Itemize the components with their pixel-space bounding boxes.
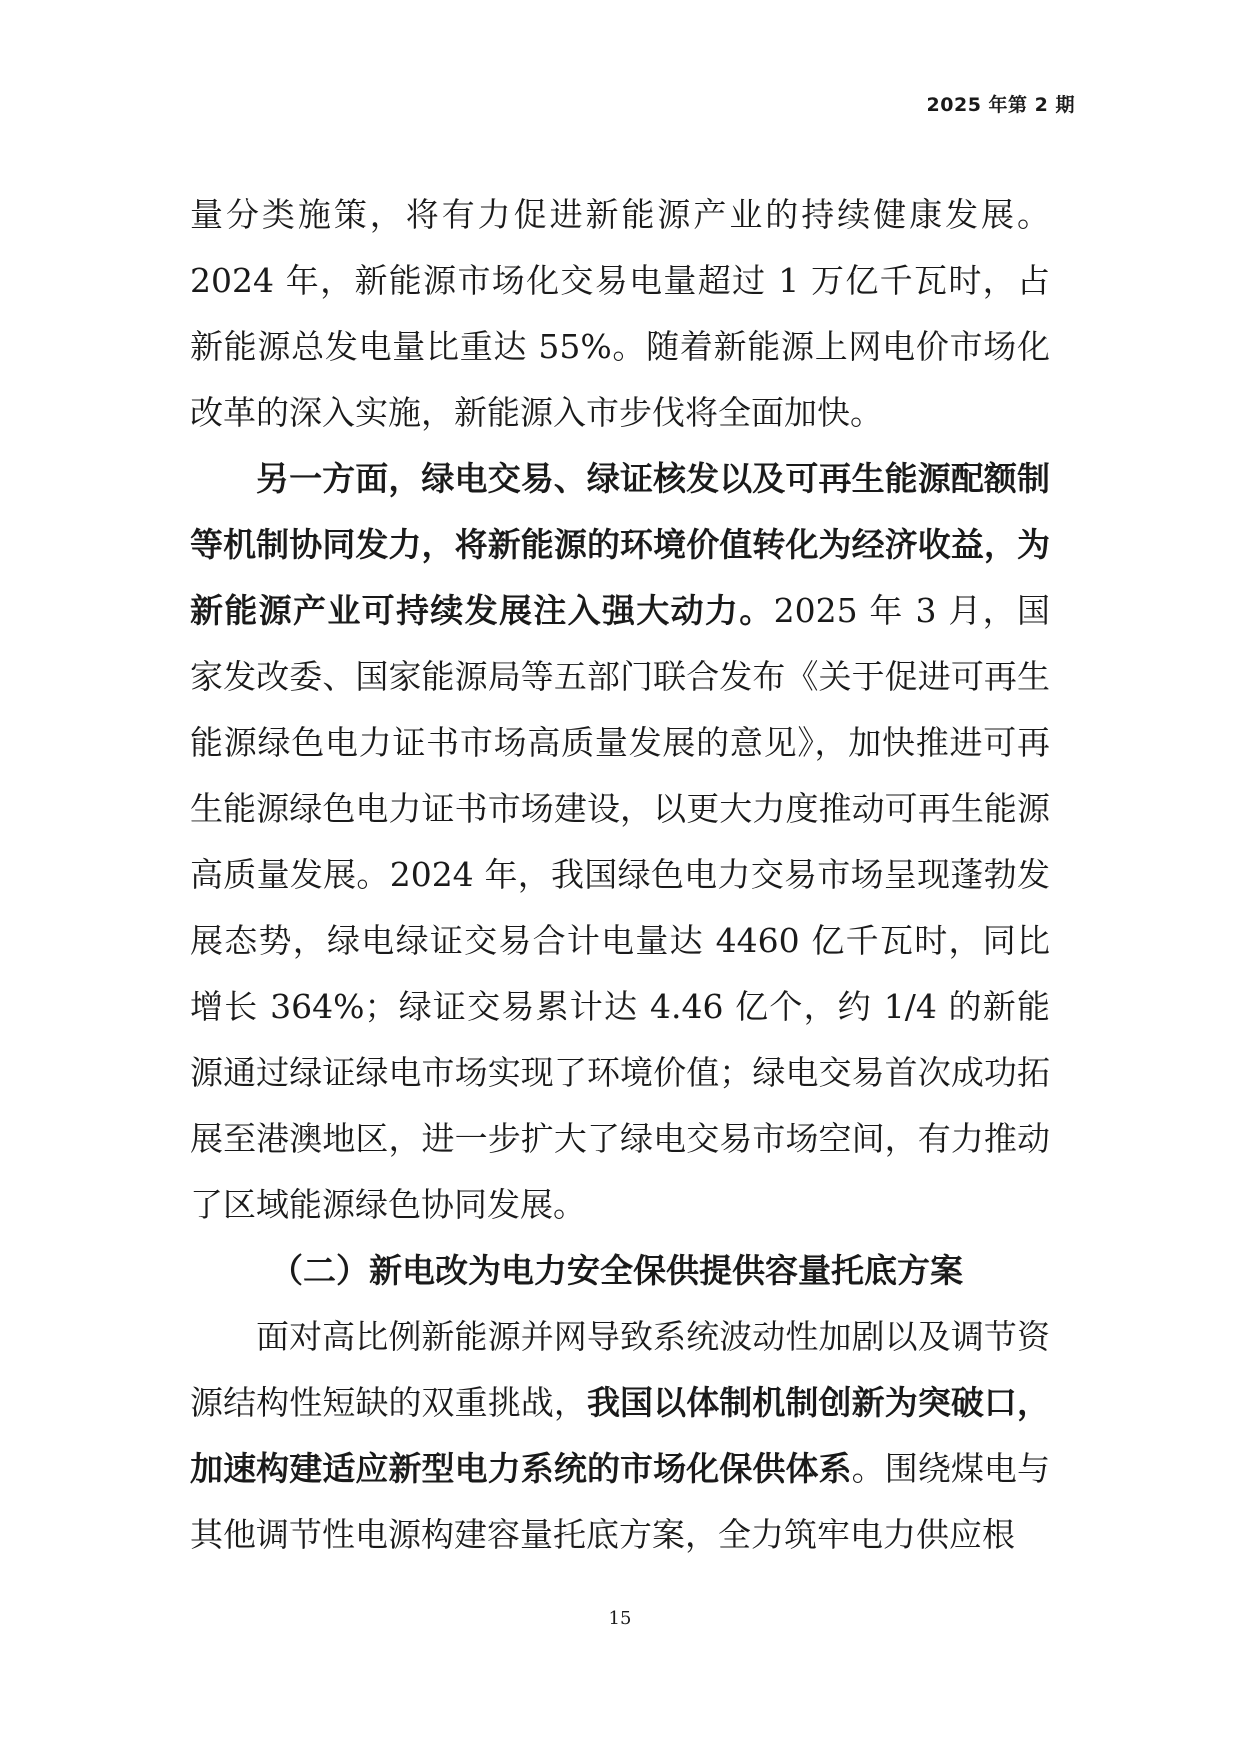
paragraph-green-power-emphasis: 另一方面，绿电交易、绿证核发以及可再生能源配额制等机制协同发力，将新能源的环境价值转化为经济收益，为新能源产业可持续发展注入强大动力。	[190, 459, 1050, 630]
paragraph-capacity-text-b: 。围绕煤电与其他调节性电源构建容量托底方案，全力筑牢电力供应根	[190, 1449, 1051, 1554]
paragraph-capacity-emphasis: 我国以体制机制创新为突破口，加速构建适应新型电力系统的市场化保供体系	[190, 1383, 1051, 1488]
section-heading: （二）新电改为电力安全保供提供容量托底方案	[270, 1251, 963, 1290]
paragraph-capacity-text-a: 面对高比例新能源并网导致系统波动性加剧以及调节资源结构性短缺的双重挑战，	[190, 1317, 1050, 1422]
paragraph-market-trading: 量分类施策，将有力促进新能源产业的持续健康发展。2024 年，新能源市场化交易电量超过 1 万亿千瓦时，占新能源总发电量比重达 55%。随着新能源上网电价市场化改革的深入实施，新能源入市步伐将全面加快。	[190, 195, 1050, 432]
article-body	[190, 182, 1050, 1568]
paragraph-capacity	[190, 1304, 1050, 1568]
paragraph-green-power-text: 2025 年 3 月，国家发改委、国家能源局等五部门联合发布《关于促进可再生能源绿色电力证书市场高质量发展的意见》，加快推进可再生能源绿色电力证书市场建设，以更大力度推动可再生能源高质量发展。2024 年，我国绿色电力交易市场呈现蓬勃发展态势，绿电绿证交易合计电量达 4460 亿千瓦时，同比增长 364%；绿证交易累计达 4.46 亿个，约 1/4 的新能源通过绿证绿电市场实现了环境价值；绿电交易首次成功拓展至港澳地区，进一步扩大了绿电交易市场空间，有力推动了区域能源绿色协同发展。	[190, 591, 1050, 1224]
paragraph-green-power	[190, 446, 1050, 1238]
issue-label: 2025 年第 2 期	[926, 94, 1075, 116]
page-number: 15	[608, 1608, 632, 1629]
